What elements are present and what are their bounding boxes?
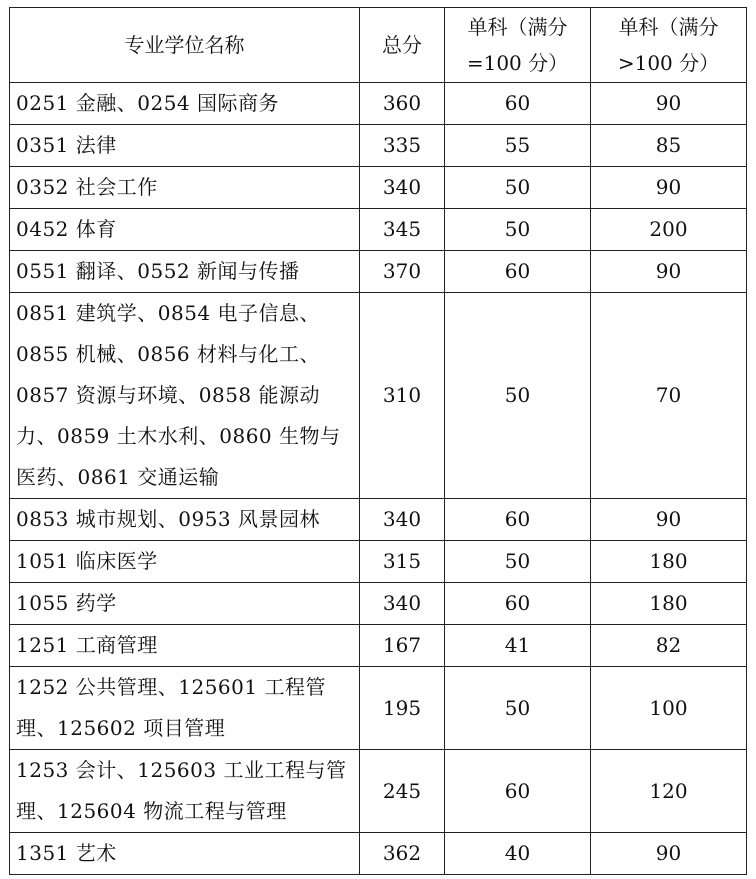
- row-name: 1051 临床医学: [10, 541, 360, 583]
- row-total: 370: [360, 251, 445, 293]
- row-total: 167: [360, 625, 445, 667]
- row-single-100: 41: [445, 625, 591, 667]
- row-name: 0851 建筑学、0854 电子信息、0855 机械、0856 材料与化工、0857 资源与环境、0858 能源动力、0859 土木水利、0860 生物与医药、0861 交通运输: [10, 293, 360, 499]
- row-single-over-100: 100: [591, 667, 747, 750]
- header-name: 专业学位名称: [10, 8, 360, 83]
- row-name: 0452 体育: [10, 209, 360, 251]
- row-single-100: 50: [445, 293, 591, 499]
- row-single-100: 50: [445, 209, 591, 251]
- row-name: 1251 工商管理: [10, 625, 360, 667]
- row-name: 0853 城市规划、0953 风景园林: [10, 499, 360, 541]
- header-total: 总分: [360, 8, 445, 83]
- table-row: [10, 499, 747, 541]
- row-single-over-100: 180: [591, 541, 747, 583]
- row-single-over-100: 200: [591, 209, 747, 251]
- header-single-over-100: 单科（满分>100 分）: [591, 8, 747, 83]
- table-header-row: [10, 8, 747, 83]
- row-single-100: 60: [445, 583, 591, 625]
- row-single-over-100: 85: [591, 125, 747, 167]
- row-name: 1055 药学: [10, 583, 360, 625]
- row-single-100: 55: [445, 125, 591, 167]
- table-row: [10, 625, 747, 667]
- row-single-over-100: 180: [591, 583, 747, 625]
- table-row: [10, 541, 747, 583]
- row-single-100: 60: [445, 83, 591, 125]
- row-total: 340: [360, 583, 445, 625]
- row-name: 1252 公共管理、125601 工程管理、125602 项目管理: [10, 667, 360, 750]
- row-total: 195: [360, 667, 445, 750]
- row-name: 1253 会计、125603 工业工程与管理、125604 物流工程与管理: [10, 750, 360, 833]
- table-row: [10, 750, 747, 833]
- row-single-over-100: 82: [591, 625, 747, 667]
- row-total: 315: [360, 541, 445, 583]
- row-single-over-100: 90: [591, 499, 747, 541]
- row-single-over-100: 90: [591, 83, 747, 125]
- header-single-100: 单科（满分=100 分）: [445, 8, 591, 83]
- row-name: 1351 艺术: [10, 833, 360, 875]
- table-row: [10, 209, 747, 251]
- row-total: 340: [360, 499, 445, 541]
- row-name: 0352 社会工作: [10, 167, 360, 209]
- table-row: [10, 583, 747, 625]
- row-name: 0351 法律: [10, 125, 360, 167]
- row-single-100: 60: [445, 499, 591, 541]
- row-single-100: 60: [445, 750, 591, 833]
- row-total: 345: [360, 209, 445, 251]
- table-row: [10, 83, 747, 125]
- row-single-over-100: 70: [591, 293, 747, 499]
- row-single-over-100: 120: [591, 750, 747, 833]
- row-single-100: 40: [445, 833, 591, 875]
- row-total: 310: [360, 293, 445, 499]
- row-total: 245: [360, 750, 445, 833]
- row-single-100: 50: [445, 541, 591, 583]
- row-single-100: 60: [445, 251, 591, 293]
- row-single-over-100: 90: [591, 833, 747, 875]
- score-table: [9, 7, 747, 875]
- table-row: [10, 167, 747, 209]
- row-total: 362: [360, 833, 445, 875]
- row-single-100: 50: [445, 667, 591, 750]
- row-total: 340: [360, 167, 445, 209]
- row-total: 360: [360, 83, 445, 125]
- row-single-over-100: 90: [591, 167, 747, 209]
- row-total: 335: [360, 125, 445, 167]
- table-row: [10, 667, 747, 750]
- table-row: [10, 293, 747, 499]
- row-name: 0251 金融、0254 国际商务: [10, 83, 360, 125]
- row-single-over-100: 90: [591, 251, 747, 293]
- row-name: 0551 翻译、0552 新闻与传播: [10, 251, 360, 293]
- table-row: [10, 833, 747, 875]
- row-single-100: 50: [445, 167, 591, 209]
- table-row: [10, 251, 747, 293]
- table-row: [10, 125, 747, 167]
